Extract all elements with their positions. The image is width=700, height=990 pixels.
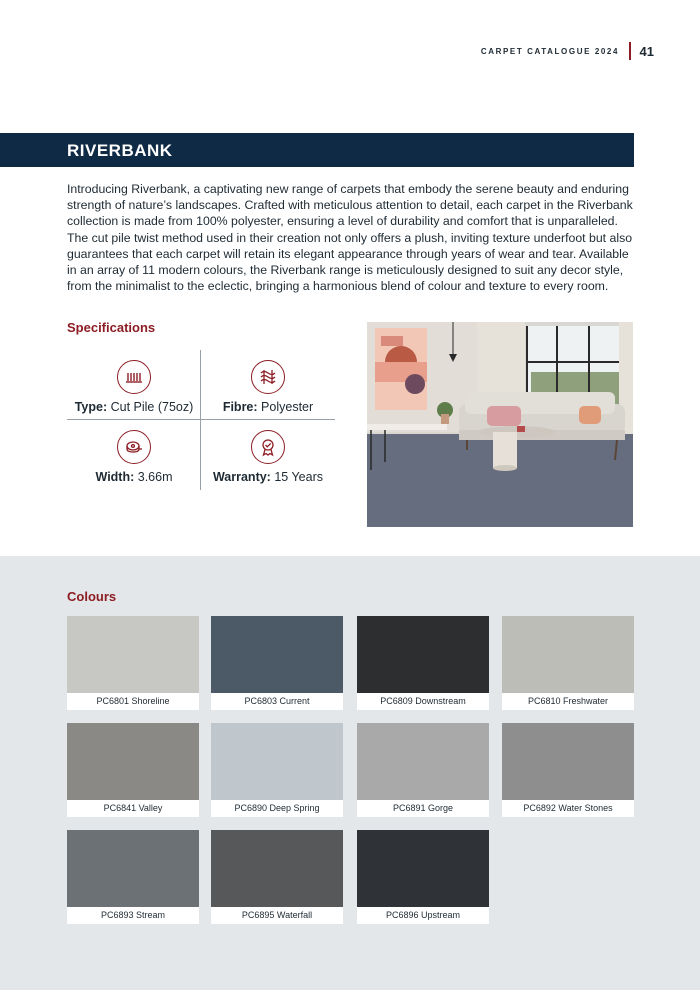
colour-swatch [211, 830, 343, 924]
spec-warranty-label: Warranty: [212, 470, 271, 484]
spec-width-value: 3.66m [137, 470, 173, 484]
colour-swatch [67, 723, 199, 817]
specifications-heading: Specifications [67, 320, 156, 335]
tape-measure-icon [117, 430, 151, 464]
colour-swatch [502, 616, 634, 710]
colour-swatch-label: PC6810 Freshwater [502, 693, 634, 710]
fibre-weave-icon [251, 360, 285, 394]
colour-swatch-texture [211, 616, 343, 693]
colour-swatch-label: PC6892 Water Stones [502, 800, 634, 817]
colour-swatch-texture [67, 830, 199, 907]
colour-swatch [211, 723, 343, 817]
spec-width [67, 430, 201, 484]
carpet-pile-icon [117, 360, 151, 394]
colour-swatch-texture [357, 616, 489, 693]
spec-warranty [201, 430, 335, 484]
colour-swatch-texture [357, 830, 489, 907]
colour-swatch-label: PC6809 Downstream [357, 693, 489, 710]
colour-swatch-texture [502, 616, 634, 693]
product-title: RIVERBANK [67, 141, 173, 160]
colour-swatch [357, 616, 489, 710]
colour-swatch [67, 616, 199, 710]
colour-swatch-label: PC6801 Shoreline [67, 693, 199, 710]
page-header [481, 40, 654, 62]
spec-type-label: Type: [74, 400, 108, 414]
colour-swatch-label: PC6893 Stream [67, 907, 199, 924]
catalogue-title: CARPET CATALOGUE 2024 [480, 46, 620, 56]
colour-swatch-label: PC6896 Upstream [357, 907, 489, 924]
colour-swatch-label: PC6890 Deep Spring [211, 800, 343, 817]
colour-swatch-texture [502, 723, 634, 800]
warranty-rosette-icon [251, 430, 285, 464]
spec-warranty-value: 15 Years [274, 470, 324, 484]
colour-swatch [357, 830, 489, 924]
product-intro: Introducing Riverbank, a captivating new range of carpets that embody the serene beauty and enduring strength of nature’s landscapes. Crafted with meticulous attention to detail, each carpet in the Riverbank collection is made from 100% polyester, ensuring a level of durability and comfort that is unparalleled. The cut pile twist method used in their creation not only offers a plush, inviting texture underfoot but also guarantees that each carpet will retain its elegant appearance through years of wear and tear. Available in an array of 11 modern colours, the Riverbank range is meticulously designed to suit any decor style, from the minimalist to the eclectic, bringing a harmonious blend of colour and texture to every room. [67, 182, 633, 294]
colour-swatch-label: PC6841 Valley [67, 800, 199, 817]
colour-swatch-label: PC6803 Current [211, 693, 343, 710]
product-banner [0, 133, 634, 167]
spec-type [67, 360, 201, 414]
spec-fibre-value: Polyester [261, 400, 314, 414]
colour-swatch-label: PC6891 Gorge [357, 800, 489, 817]
colour-swatch-texture [67, 723, 199, 800]
colours-heading: Colours [67, 589, 117, 604]
colour-swatch-texture [357, 723, 489, 800]
spec-fibre-label: Fibre: [222, 400, 258, 414]
page-number: 41 [639, 43, 654, 59]
colour-swatch-texture [211, 723, 343, 800]
colour-swatch-texture [211, 830, 343, 907]
specifications-grid [67, 350, 335, 490]
spec-fibre [201, 360, 335, 414]
colour-swatch [357, 723, 489, 817]
colour-swatch [211, 616, 343, 710]
colour-swatch [67, 830, 199, 924]
room-photo [367, 322, 633, 527]
header-separator [629, 42, 631, 60]
colour-swatch [502, 723, 634, 817]
colour-swatch-texture [67, 616, 199, 693]
spec-type-value: Cut Pile (75oz) [110, 400, 194, 414]
grid-divider-horizontal [67, 419, 335, 420]
spec-width-label: Width: [95, 470, 135, 484]
colour-swatch-label: PC6895 Waterfall [211, 907, 343, 924]
